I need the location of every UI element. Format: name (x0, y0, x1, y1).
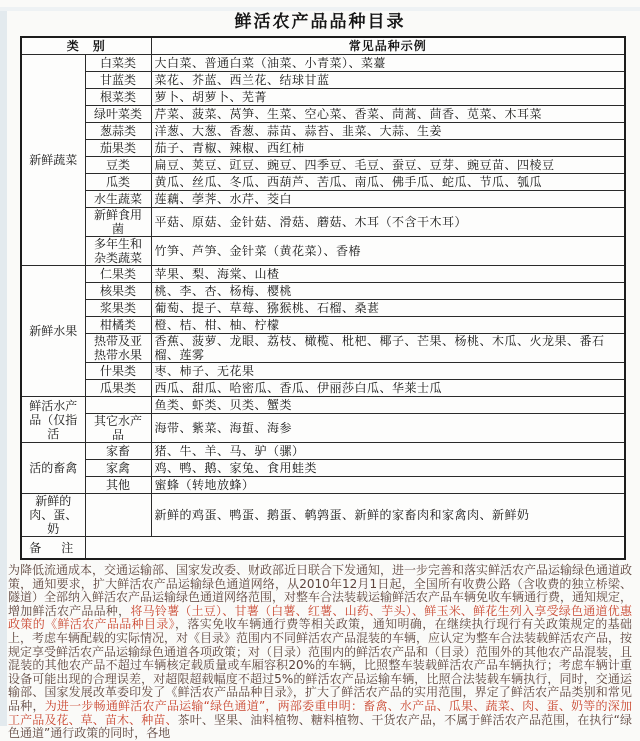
items-cell: 黄瓜、丝瓜、冬瓜、西葫芦、苦瓜、南瓜、佛手瓜、蛇瓜、节瓜、瓠瓜 (151, 174, 625, 191)
subcategory-cell: 什果类 (85, 363, 151, 380)
subcategory-cell: 绿叶菜类 (85, 106, 151, 123)
items-cell: 橙、桔、柑、柚、柠檬 (151, 317, 625, 334)
items-cell: 苹果、梨、海棠、山楂 (151, 266, 625, 283)
subcategory-cell: 白菜类 (85, 55, 151, 72)
page-title: 鲜活农产品品种目录 (234, 12, 406, 32)
subcategory-cell: 新鲜食用菌 (85, 208, 151, 237)
table-row (21, 72, 625, 89)
subcategory-cell: 根菜类 (85, 89, 151, 106)
table-row (21, 157, 625, 174)
table-row (21, 55, 625, 72)
group-cell: 新鲜水果 (21, 266, 85, 397)
items-cell: 芹菜、菠菜、莴笋、生菜、空心菜、香菜、茼蒿、茴香、苋菜、木耳菜 (151, 106, 625, 123)
table-row (21, 397, 625, 414)
subcategory-cell: 瓜类 (85, 174, 151, 191)
notice-text-segment: 为降低流通成本，交通运输部、国家发改委、财政部近日联合下发通知，进一步完善和落实鲜活农产品运输绿色通道政策，通知要求，扩大鲜活农产品运输绿色通道网络，从2010年12月1日起，全国所有收费公路（含收费的独立桥梁、隧道）全部纳入鲜活农产品运输绿色通道网络范围，对整车合法装载运输鲜活农产品车辆免收车辆通行费，通知规定，增加鲜活农产品品种， (8, 563, 633, 618)
items-cell: 鱼类、虾类、贝类、蟹类 (151, 397, 625, 414)
table-row (21, 460, 625, 477)
subcategory-cell: 水生蔬菜 (85, 191, 151, 208)
items-cell: 鸡、鸭、鹅、家兔、食用蛙类 (151, 460, 625, 477)
table-row (21, 477, 625, 494)
table-row (21, 123, 625, 140)
subcategory-cell: 多年生和杂类蔬菜 (85, 237, 151, 266)
group-cell: 新鲜的肉、蛋、奶 (21, 494, 85, 537)
subcategory-cell: 热带及亚热带水果 (85, 334, 151, 363)
table-row (21, 334, 625, 363)
subcategory-cell: 仁果类 (85, 266, 151, 283)
subcategory-cell: 其它水产品 (85, 414, 151, 443)
items-cell: 蜜蜂（转地放蜂） (151, 477, 625, 494)
items-cell: 扁豆、荚豆、豇豆、豌豆、四季豆、毛豆、蚕豆、豆芽、豌豆苗、四棱豆 (151, 157, 625, 174)
notice-highlight-segment: 为进一步畅通鲜活农产品运输“绿色通道”，两部委重申明：畜禽、水产品、瓜果、蔬菜、肉、蛋、奶等的深加工产品及花、草、苗木、种苗、 (8, 698, 632, 727)
remark-value (85, 537, 625, 560)
table-row (21, 414, 625, 443)
table-row (21, 174, 625, 191)
header-category: 类 别 (21, 37, 151, 55)
subcategory-cell: 甘蓝类 (85, 72, 151, 89)
notice-text-segment: 茶叶、坚果、油料植物、糖料植物、干货农产品，不属于鲜活农产品范围，在执行“绿色通道”通行政策的同时，各地 (8, 712, 632, 741)
subcategory-cell: 柑橘类 (85, 317, 151, 334)
page (0, 7, 640, 741)
table-row (21, 106, 625, 123)
subcategory-cell: 葱蒜类 (85, 123, 151, 140)
subcategory-cell: 家禽 (85, 460, 151, 477)
table-row (21, 191, 625, 208)
items-cell: 萝卜、胡萝卜、芜菁 (151, 89, 625, 106)
header-row (21, 37, 625, 55)
table-row (21, 140, 625, 157)
group-cell: 新鲜蔬菜 (21, 55, 85, 266)
items-cell: 洋葱、大葱、香葱、蒜苗、蒜苔、韭菜、大蒜、生姜 (151, 123, 625, 140)
subcategory-cell: 家畜 (85, 443, 151, 460)
group-cell: 鲜活水产品（仅指活 (21, 397, 85, 443)
table-row (21, 208, 625, 237)
items-cell: 大白菜、普通白菜（油菜、小青菜）、菜薹 (151, 55, 625, 72)
table-row (21, 317, 625, 334)
items-cell: 莲藕、荸荠、水芹、茭白 (151, 191, 625, 208)
table-row (21, 89, 625, 106)
catalog-table (20, 36, 626, 560)
header-examples: 常见品种示例 (151, 37, 625, 55)
notice-highlight-segment: 将马铃薯（土豆）、甘薯（白薯、红薯、山药、芋头）、鲜玉米、鲜花生列入享受绿色通道优惠政策的《鲜活农产品品种目录》 (8, 603, 632, 632)
table-row (21, 283, 625, 300)
table-row (21, 380, 625, 397)
subcategory-cell (85, 397, 151, 414)
items-cell: 葡萄、提子、草莓、猕猴桃、石榴、桑葚 (151, 300, 625, 317)
subcategory-cell: 浆果类 (85, 300, 151, 317)
subcategory-cell (85, 494, 151, 537)
items-cell: 枣、柿子、无花果 (151, 363, 625, 380)
subcategory-cell: 豆类 (85, 157, 151, 174)
table-row (21, 266, 625, 283)
subcategory-cell: 其他 (85, 477, 151, 494)
remark-label: 备 注 (21, 537, 85, 560)
group-cell: 活的畜禽 (21, 443, 85, 494)
notice-text-segment: ，落实免收车辆通行费等相关政策，通知明确，在继续执行现行有关政策规定的基础上，考虑车辆配载的实际情况，对《目录》范围内不同鲜活农产品混装的车辆，应认定为整车合法装载鲜活农产品，按规定享受鲜活农产品运输绿色通道各项政策；对（目录）范围内的鲜活农产品和（目录）范围外的其他农产品混装，且混装的其他农产品不超过车辆核定载质量或车厢容积20%的车辆，比照整车装载鲜活农产品车辆执行；考虑车辆计重设备可能出现的合理误差，对超限超载幅度不超过5%的鲜活农产品运输车辆，比照合法装载车辆执行，同时，交通运输部、国家发展改革委印发了《鲜活农产品品种目录》，扩大了鲜活农产品的实用范围，界定了鲜活农产品类别和常见品种， (8, 617, 633, 713)
notice-paragraph (8, 564, 632, 741)
items-cell: 竹笋、芦笋、金针菜（黄花菜）、香椿 (151, 237, 625, 266)
catalog-table-head (21, 37, 625, 55)
table-row (21, 443, 625, 460)
items-cell: 香蕉、菠萝、龙眼、荔枝、橄榄、枇杷、椰子、芒果、杨桃、木瓜、火龙果、番石榴、莲雾 (151, 334, 625, 363)
subcategory-cell: 核果类 (85, 283, 151, 300)
items-cell: 海带、紫菜、海蜇、海参 (151, 414, 625, 443)
subcategory-cell: 瓜果类 (85, 380, 151, 397)
table-row (21, 237, 625, 266)
table-row (21, 300, 625, 317)
subcategory-cell: 茄果类 (85, 140, 151, 157)
items-cell: 茄子、青椒、辣椒、西红柿 (151, 140, 625, 157)
table-row (21, 494, 625, 537)
items-cell: 菜花、芥蓝、西兰花、结球甘蓝 (151, 72, 625, 89)
remark-row (21, 537, 625, 560)
items-cell: 新鲜的鸡蛋、鸭蛋、鹅蛋、鹌鹑蛋、新鲜的家畜肉和家禽肉、新鲜奶 (151, 494, 625, 537)
table-row (21, 363, 625, 380)
items-cell: 西瓜、甜瓜、哈密瓜、香瓜、伊丽莎白瓜、华莱士瓜 (151, 380, 625, 397)
items-cell: 平菇、原菇、金针菇、滑菇、蘑菇、木耳（不含干木耳） (151, 208, 625, 237)
items-cell: 桃、李、杏、杨梅、樱桃 (151, 283, 625, 300)
catalog-table-body (21, 55, 625, 560)
items-cell: 猪、牛、羊、马、驴（骡） (151, 443, 625, 460)
